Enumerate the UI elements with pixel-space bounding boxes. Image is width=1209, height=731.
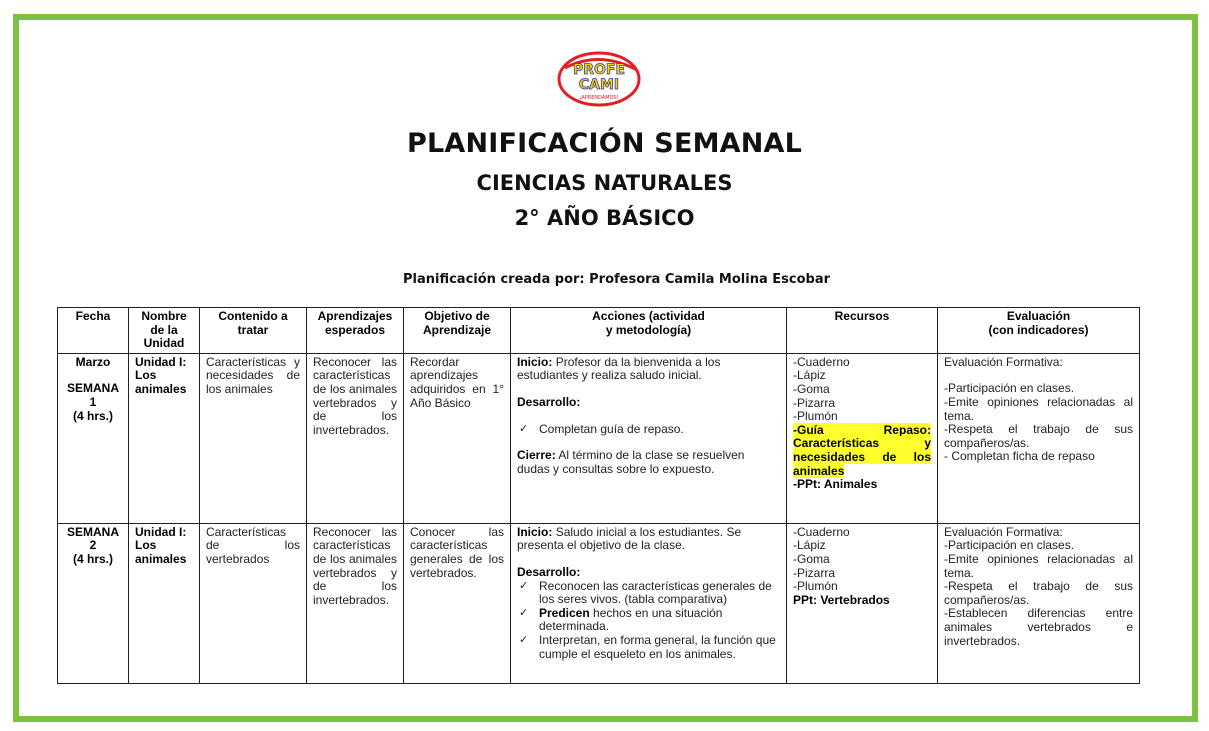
cell-fecha: Marzo SEMANA 1 (4 hrs.) bbox=[58, 353, 129, 523]
cell-unidad: Unidad I: Los animales bbox=[129, 523, 200, 683]
svg-text:PROFE: PROFE bbox=[572, 62, 626, 78]
grade-title: 2° AÑO BÁSICO bbox=[514, 206, 695, 230]
list-item: ✓ Reconocen las características generales de los seres vivos. (tabla comparativa) bbox=[517, 580, 780, 607]
profe-cami-logo bbox=[555, 48, 643, 108]
cell-objetivo: Conocer las características generales de los vertebrados. bbox=[404, 523, 511, 683]
list-item: ✓ Interpretan, en forma general, la función que cumple el esqueleto en los animales. bbox=[517, 634, 780, 661]
cell-recursos: -Cuaderno -Lápiz -Goma -Pizarra -Plumón -Guía Repaso: Características y necesidades de los animales -PPt: Animales bbox=[787, 353, 938, 523]
cell-recursos: -Cuaderno -Lápiz -Goma -Pizarra -Plumón PPt: Vertebrados bbox=[787, 523, 938, 683]
table-row-week-2 bbox=[58, 523, 1140, 683]
table-row-week-1 bbox=[58, 353, 1140, 523]
cell-contenido: Características de los vertebrados bbox=[200, 523, 307, 683]
cell-evaluacion: Evaluación Formativa: -Participación en clases. -Emite opiniones relacionadas al tema. -Respeta el trabajo de sus compañeros/as. - Completan ficha de repaso bbox=[938, 353, 1140, 523]
list-item: ✓ Completan guía de repaso. bbox=[517, 423, 780, 437]
cell-unidad: Unidad I: Los animales bbox=[129, 353, 200, 523]
header-objetivo: Objetivo de Aprendizaje bbox=[404, 308, 511, 354]
header-evaluacion: Evaluación (con indicadores) bbox=[938, 308, 1140, 354]
cell-aprendizajes: Reconocer las características de los animales vertebrados y de los invertebrados. bbox=[307, 523, 404, 683]
author-line: Planificación creada por: Profesora Camila Molina Escobar bbox=[403, 272, 831, 287]
highlighted-resource: -Guía Repaso: Características y necesidades de los animales bbox=[793, 422, 931, 478]
cell-aprendizajes: Reconocer las características de los animales vertebrados y de los invertebrados. bbox=[307, 353, 404, 523]
planning-table bbox=[57, 307, 1140, 684]
header-acciones: Acciones (actividad y metodología) bbox=[511, 308, 787, 354]
cell-fecha: SEMANA 2 (4 hrs.) bbox=[58, 523, 129, 683]
header-aprendizajes: Aprendizajes esperados bbox=[307, 308, 404, 354]
header-recursos: Recursos bbox=[787, 308, 938, 354]
header-contenido: Contenido a tratar bbox=[200, 308, 307, 354]
list-item: ✓ Predicen hechos en una situación determinada. bbox=[517, 607, 780, 634]
page-title: PLANIFICACIÓN SEMANAL bbox=[406, 128, 803, 159]
header-fecha: Fecha bbox=[58, 308, 129, 354]
svg-text:¡APRENDAMOS!: ¡APRENDAMOS! bbox=[579, 95, 619, 101]
cell-acciones: Inicio: Saludo inicial a los estudiantes. Se presenta el objetivo de la clase. Desarrollo: ✓ Reconocen las características generales de los seres vivos. (tabla comparativa) ✓ Predicen hechos en una situación determinada. ✓ Interpretan, en forma general, la función que cumple el esqueleto en los animales. bbox=[511, 523, 787, 683]
header-unidad: Nombre de la Unidad bbox=[129, 308, 200, 354]
cell-objetivo: Recordar aprendizajes adquiridos en 1° Año Básico bbox=[404, 353, 511, 523]
cell-evaluacion: Evaluación Formativa: -Participación en clases. -Emite opiniones relacionadas al tema. -Respeta el trabajo de sus compañeros/as. -Establecen diferencias entre animales vertebrados e invertebrados. bbox=[938, 523, 1140, 683]
cell-contenido: Características y necesidades de los animales bbox=[200, 353, 307, 523]
cell-acciones: Inicio: Profesor da la bienvenida a los estudiantes y realiza saludo inicial. Desarrollo: ✓ Completan guía de repaso. Cierre: Al término de la clase se resuelven dudas y consultas sobre lo expuesto. bbox=[511, 353, 787, 523]
svg-text:CAMI: CAMI bbox=[578, 77, 620, 93]
subject-title: CIENCIAS NATURALES bbox=[476, 171, 733, 195]
table-header-row bbox=[58, 308, 1140, 354]
